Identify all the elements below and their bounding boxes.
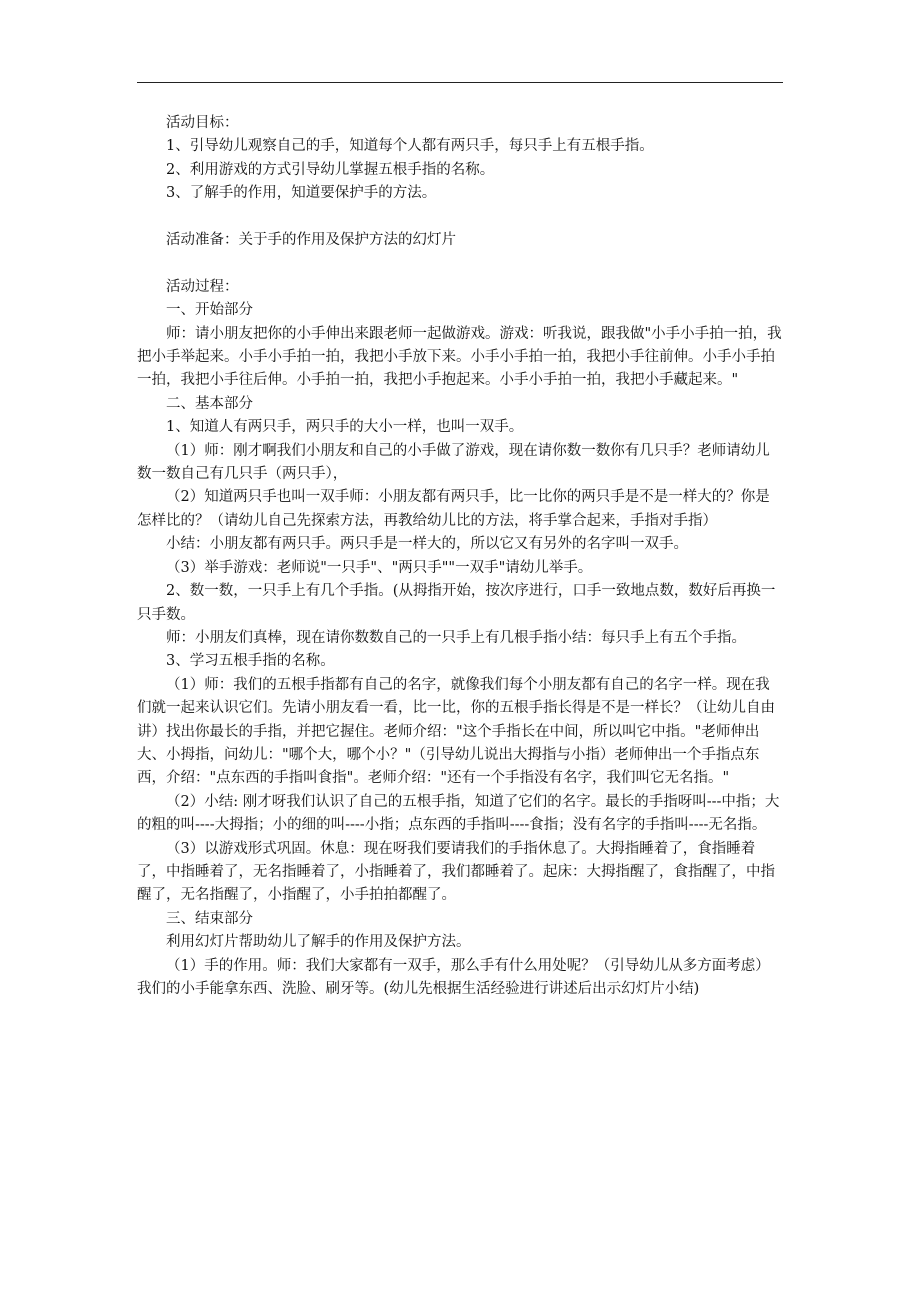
goal-item-2: 2、利用游戏的方式引导幼儿掌握五根手指的名称。	[166, 161, 495, 178]
blank-line	[137, 206, 783, 229]
paragraph: 小结：小朋友都有两只手。两只手是一样大的，所以它又有另外的名字叫一双手。	[166, 536, 688, 553]
blank-line	[137, 252, 783, 275]
paragraph: （3）以游戏形式巩固。休息：现在呀我们要请我们的手指休息了。大拇指睡着了，食指睡着了，中指睡着了，无名指睡着了，小指睡着了，我们都睡着了。起床：大拇指醒了，食指醒了，中指醒了，无名指醒了，小指醒了，小手拍拍都醒了。	[137, 840, 775, 904]
goal-item-1: 1、引导幼儿观察自己的手，知道每个人都有两只手，每只手上有五根手指。	[166, 138, 654, 155]
document-body	[137, 112, 783, 1001]
paragraph: （2）知道两只手也叫一双手师：小朋友都有两只手，比一比你的两只手是不是一样大的？你是怎样比的？（请幼儿自己先探索方法，再教给幼儿比的方法，将手掌合起来，手指对手指）	[137, 489, 770, 529]
part-heading-basic: 二、基本部分	[166, 395, 253, 412]
paragraph: （1）师：刚才啊我们小朋友和自己的小手做了游戏，现在请你数一数你有几只手？老师请幼儿数一数自己有几只手（两只手），	[137, 442, 770, 483]
preparation-line: 活动准备：关于手的作用及保护方法的幻灯片	[166, 232, 456, 249]
paragraph: 师：请小朋友把你的小手伸出来跟老师一起做游戏。游戏：听我说，跟我做"小手小手拍一拍，我把小手举起来。小手小手拍一拍，我把小手放下来。小手小手拍一拍，我把小手往前伸。小手小手拍一拍，我把小手往后伸。小手拍一拍，我把小手抱起来。小手小手拍一拍，我把小手藏起来。"	[137, 325, 782, 389]
paragraph: （2）小结: 刚才呀我们认识了自己的五根手指，知道了它们的名字。最长的手指呀叫---中指；大的粗的叫----大拇指；小的细的叫----小指；点东西的手指叫----食指；没有名字的手指叫----无名指。	[137, 793, 780, 834]
part-heading-opening: 一、开始部分	[166, 302, 253, 319]
paragraph: （1）手的作用。师：我们大家都有一双手，那么手有什么用处呢？（引导幼儿从多方面考虑）我们的小手能拿东西、洗脸、刷牙等。(幼儿先根据生活经验进行讲述后出示幻灯片小结)	[137, 957, 770, 997]
section-heading-process: 活动过程：	[166, 278, 239, 295]
paragraph: （3）举手游戏：老师说"一只手"、"两只手""一双手"请幼儿举手。	[166, 559, 593, 576]
goal-item-3: 3、了解手的作用，知道要保护手的方法。	[166, 185, 437, 202]
header-rule	[137, 82, 783, 83]
paragraph: 2、数一数，一只手上有几个手指。(从拇指开始，按次序进行，口手一致地点数，数好后再换一只手数。	[137, 583, 776, 623]
paragraph: 1、知道人有两只手，两只手的大小一样，也叫一双手。	[166, 419, 524, 436]
paragraph: 师：小朋友们真棒，现在请你数数自己的一只手上有几根手指小结：每只手上有五个手指。	[166, 629, 746, 646]
paragraph: 利用幻灯片帮助幼儿了解手的作用及保护方法。	[166, 934, 471, 951]
paragraph: 3、学习五根手指的名称。	[166, 653, 335, 670]
section-heading-goals: 活动目标：	[166, 115, 239, 131]
paragraph: （1）师：我们的五根手指都有自己的名字，就像我们每个小朋友都有自己的名字一样。现在我们就一起来认识它们。先请小朋友看一看，比一比，你的五根手指长得是不是一样长？（让幼儿自由讲）找出你最长的手指，并把它握住。老师介绍："这个手指长在中间，所以叫它中指。"老师伸出大、小拇指，问幼儿："哪个大，哪个小？"（引导幼儿说出大拇指与小指）老师伸出一个手指点东西，介绍："点东西的手指叫食指"。老师介绍："还有一个手指没有名字，我们叫它无名指。"	[137, 676, 775, 787]
part-heading-closing: 三、结束部分	[166, 910, 253, 927]
